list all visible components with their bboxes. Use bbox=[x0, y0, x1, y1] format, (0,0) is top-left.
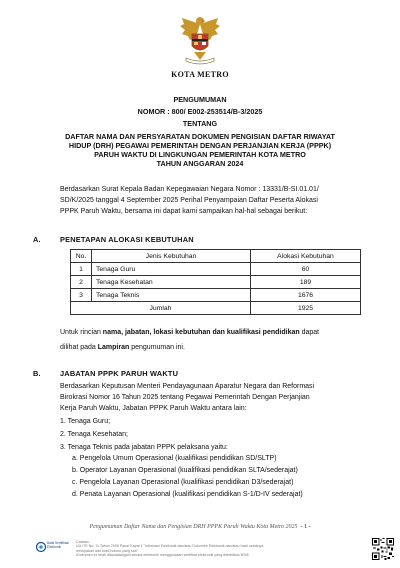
row-no: 1 bbox=[71, 263, 92, 276]
section-a-number: A. bbox=[33, 235, 41, 244]
footer-note bbox=[76, 540, 366, 558]
header-type: Jenis Kebutuhan bbox=[92, 250, 251, 263]
sub-list-item: c. Pengelola Layanan Operasional (kualifikasi pendidikan D3/sederajat) bbox=[72, 479, 294, 486]
detail-note-line-1 bbox=[60, 327, 372, 338]
sub-list-item: a. Pengelola Umum Operasional (kualifikasi pendidikan SD/SLTP) bbox=[72, 455, 277, 462]
list-item: 2. Tenaga Kesehatan; bbox=[60, 431, 128, 438]
section-b-intro-line-1: Berdasarkan Keputusan Menteri Pendayagunaan Aparatur Negara dan Reformasi bbox=[60, 383, 315, 390]
city-name: KOTA METRO bbox=[171, 70, 229, 79]
row-allocation: 1676 bbox=[251, 289, 361, 302]
note-prefix: Untuk rincian bbox=[60, 329, 103, 336]
list-item: 3. Tenaga Teknis pada jabatan PPPK pelaksana yaitu: bbox=[60, 444, 228, 451]
list-item: 1. Tenaga Guru; bbox=[60, 418, 111, 425]
section-b-heading bbox=[33, 369, 178, 378]
garuda-emblem-icon bbox=[178, 14, 222, 66]
intro-line-1: Berdasarkan Surat Kepala Badan Kepegawaian Negara Nomor : 13331/B-SI.01.01/ bbox=[60, 186, 319, 193]
lampiran-label: Lampiran bbox=[97, 344, 130, 351]
qr-code-icon bbox=[372, 538, 394, 560]
table-row bbox=[71, 263, 361, 276]
table-header-row bbox=[71, 250, 361, 263]
detail-note bbox=[60, 327, 372, 353]
row-allocation: 60 bbox=[251, 263, 361, 276]
sub-list-item: b. Operator Layanan Operasional (kualifikasi pendidikan SLTA/sederajat) bbox=[72, 467, 298, 474]
section-b-intro-line-2: Birokrasi Nomor 16 Tahun 2025 tentang Pegawai Pemerintah Dengan Perjanjian bbox=[60, 394, 310, 401]
running-title: Pengumuman Daftar Nama dan Pengisian DRH PPPK Paruh Waktu Kota Metro 2025 bbox=[89, 524, 298, 530]
intro-line-3: PPPK Paruh Waktu, bersama ini dapat kami sampaikan hal-hal sebagai berikut: bbox=[60, 208, 308, 215]
footer-note-line-4: •Dokumen ini telah ditandatangani secara elektronik menggunakan sertifikat elektronik yang diterbitkan BSrE bbox=[76, 553, 250, 558]
subject-line-4: TAHUN ANGGARAN 2024 bbox=[156, 159, 244, 168]
footer-note-line-2: UU ITE No. 11 Tahun 2008 Pasal 5 ayat 1 "Informasi Elektronik dan/atau Dokumen Elektronik dan/atau hasil cetaknya bbox=[76, 544, 264, 549]
total-value: 1925 bbox=[251, 302, 361, 315]
header-no: No. bbox=[71, 250, 92, 263]
row-no: 2 bbox=[71, 276, 92, 289]
intro-paragraph bbox=[60, 184, 372, 217]
bsre-label: Balai Sertifikasi Elektronik bbox=[47, 541, 69, 549]
section-a-title: PENETAPAN ALOKASI KEBUTUHAN bbox=[60, 235, 194, 244]
row-no: 3 bbox=[71, 289, 92, 302]
section-b-title: JABATAN PPPK PARUH WAKTU bbox=[60, 369, 179, 378]
note-bold: nama, jabatan, lokasi kebutuhan dan kualifikasi pendidikan bbox=[102, 329, 300, 336]
footer-note-line-3: merupakan alat bukti hukum yang sah" bbox=[76, 548, 139, 553]
announcement-about: TENTANG bbox=[182, 119, 218, 128]
note-line2-prefix: dilihat pada bbox=[60, 344, 98, 351]
row-type: Tenaga Kesehatan bbox=[92, 276, 251, 289]
subject-line-1: DAFTAR NAMA DAN PERSYARATAN DOKUMEN PENGISIAN DAFTAR RIWAYAT bbox=[65, 132, 335, 141]
note-line2-suffix: pengumuman ini. bbox=[129, 344, 185, 351]
section-b-intro-line-3: Kerja Paruh Waktu, Jabatan PPPK Paruh Waktu antara lain: bbox=[60, 405, 247, 412]
announcement-title: PENGUMUMAN bbox=[173, 95, 227, 104]
section-b-number: B. bbox=[33, 369, 41, 378]
table-total-row bbox=[71, 302, 361, 315]
sub-list-item: d. Penata Layanan Operasional (kualifikasi pendidikan S-1/D-IV sederajat) bbox=[72, 491, 303, 498]
row-type: Tenaga Teknis bbox=[92, 289, 251, 302]
subject-line-2: HIDUP (DRH) PEGAWAI PEMERINTAH DENGAN PERJANJIAN KERJA (PPPK) bbox=[68, 141, 332, 150]
intro-line-2: SD/K/2025 tanggal 4 September 2025 Perihal Penyampaian Daftar Peserta Alokasi bbox=[60, 197, 318, 204]
table-row bbox=[71, 276, 361, 289]
total-label: Jumlah bbox=[71, 302, 251, 315]
allocation-table bbox=[70, 249, 361, 315]
header-allocation: Alokasi Kebutuhan bbox=[251, 250, 361, 263]
section-b-intro bbox=[60, 381, 372, 414]
page-number: - 1 - bbox=[300, 524, 311, 530]
note-mid: dapat bbox=[299, 329, 320, 336]
subject-line-3: PARUH WAKTU DI LINGKUNGAN PEMERINTAH KOTA METRO bbox=[94, 150, 306, 159]
section-a-heading bbox=[33, 235, 194, 244]
running-footer bbox=[0, 524, 400, 530]
table-row bbox=[71, 289, 361, 302]
announcement-number: NOMOR : 800/ E002-253514/B-3/2025 bbox=[137, 107, 263, 116]
footer-note-line-1: Catatan : bbox=[76, 540, 91, 544]
row-type: Tenaga Guru bbox=[92, 263, 251, 276]
row-allocation: 189 bbox=[251, 276, 361, 289]
detail-note-line-2 bbox=[60, 342, 372, 353]
